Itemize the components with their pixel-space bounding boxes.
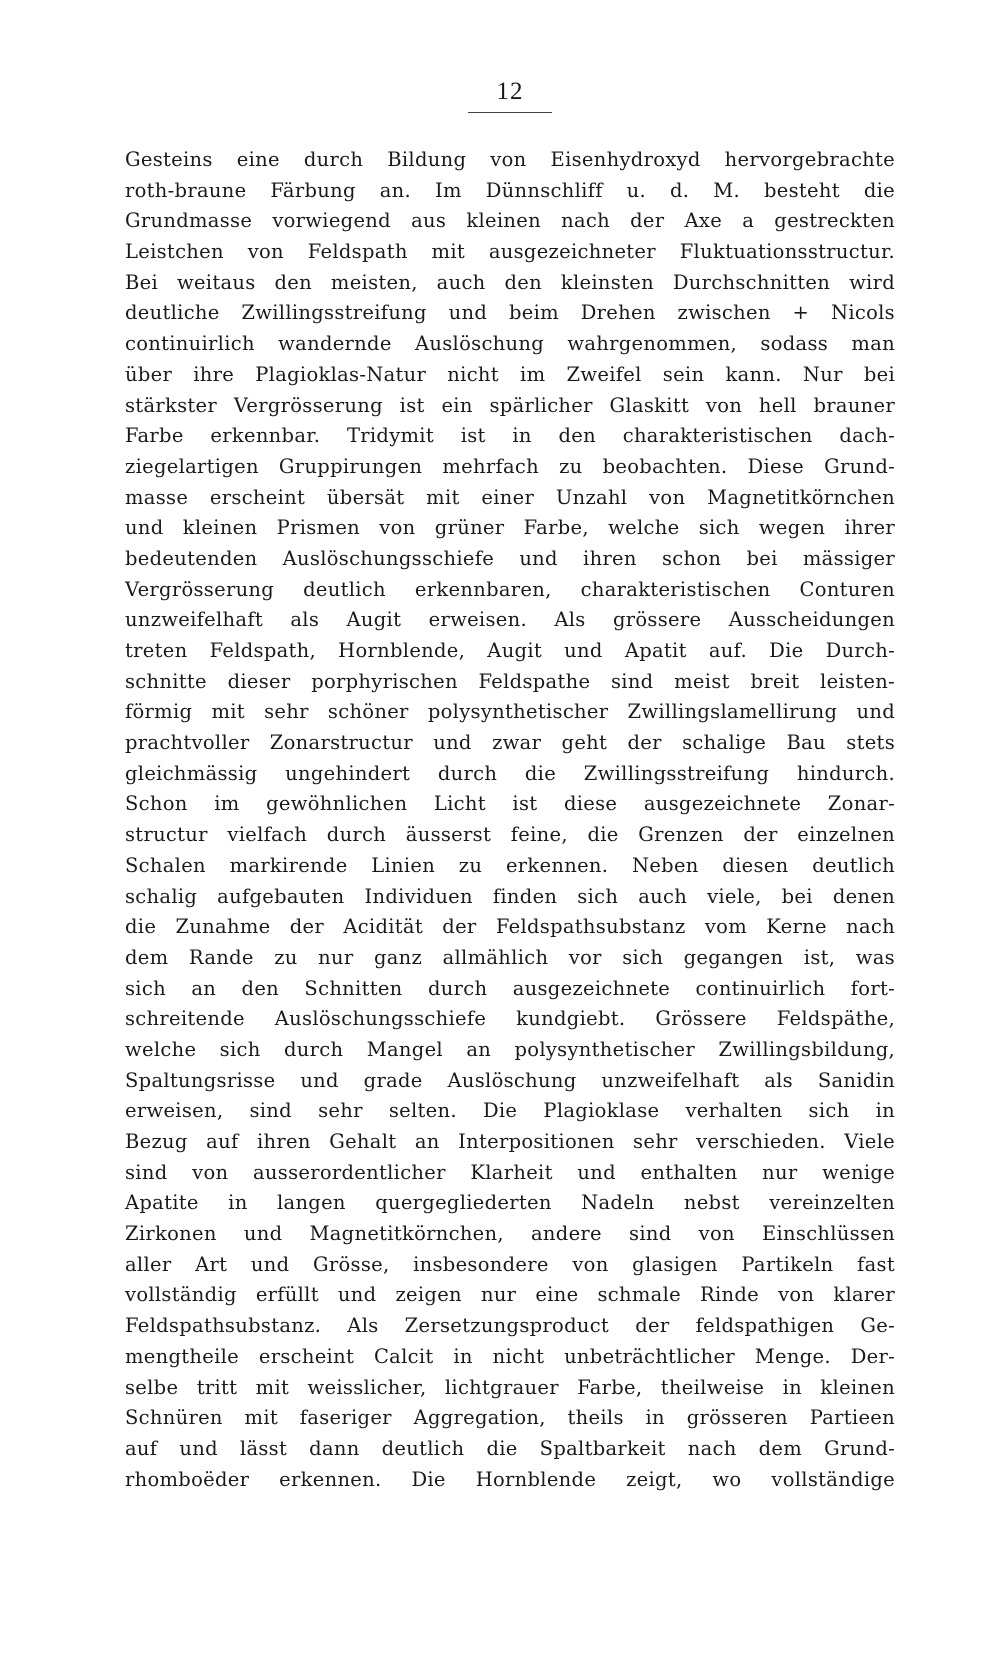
text-line: erweisen, sind sehr selten. Die Plagioklase verhalten sich in [125, 1099, 895, 1123]
text-line: mengtheile erscheint Calcit in nicht unbeträchtlicher Menge. Der- [125, 1344, 895, 1368]
text-line: Schon im gewöhnlichen Licht ist diese ausgezeichnete Zonar- [125, 792, 895, 816]
text-line: Spaltungsrisse und grade Auslöschung unzweifelhaft als Sanidin [125, 1068, 895, 1092]
text-line: prachtvoller Zonarstructur und zwar geht der schalige Bau stets [125, 731, 895, 755]
text-line: treten Feldspath, Hornblende, Augit und Apatit auf. Die Durch- [125, 639, 895, 662]
text-line: Zirkonen und Magnetitkörnchen, andere sind von Einschlüssen [125, 1222, 895, 1246]
text-line: Leistchen von Feldspath mit ausgezeichneter Fluktuationsstructur. [125, 240, 895, 264]
text-line: gleichmässig ungehindert durch die Zwillingsstreifung hindurch. [125, 761, 895, 785]
text-line: Apatite in langen quergegliederten Nadeln nebst vereinzelten [125, 1191, 895, 1215]
page-number: 12 [496, 78, 524, 105]
text-line: rhomboëder erkennen. Die Hornblende zeigt, wo vollständige [125, 1467, 895, 1491]
page-number-rule [468, 112, 552, 113]
text-line: ziegelartigen Gruppirungen mehrfach zu beobachten. Diese Grund- [125, 454, 895, 478]
text-line: Bezug auf ihren Gehalt an Interpositionen sehr verschieden. Viele [125, 1130, 895, 1153]
text-line: aller Art und Grösse, insbesondere von glasigen Partikeln fast [125, 1252, 895, 1276]
text-line: Bei weitaus den meisten, auch den kleinsten Durchschnitten wird [125, 270, 895, 294]
body-text [125, 145, 895, 1495]
text-line: förmig mit sehr schöner polysynthetischer Zwillingslamellirung und [125, 700, 895, 724]
text-line: über ihre Plagioklas-Natur nicht im Zweifel sein kann. Nur bei [125, 362, 895, 386]
text-line: masse erscheint übersät mit einer Unzahl von Magnetitkörnchen [125, 485, 895, 509]
text-line: continuirlich wandernde Auslöschung wahrgenommen, sodass man [125, 332, 895, 356]
text-line: schreitende Auslöschungsschiefe kundgiebt. Grössere Feldspäthe, [125, 1007, 895, 1031]
text-line: vollständig erfüllt und zeigen nur eine schmale Rinde von klarer [125, 1283, 895, 1307]
text-line: Gesteins eine durch Bildung von Eisenhydroxyd hervorgebrachte [125, 148, 895, 171]
text-line: schnitte dieser porphyrischen Feldspathe sind meist breit leisten- [125, 669, 895, 693]
text-line: sich an den Schnitten durch ausgezeichnete continuirlich fort- [125, 976, 895, 1000]
text-line: Farbe erkennbar. Tridymit ist in den charakteristischen dach- [125, 424, 895, 448]
text-line: und kleinen Prismen von grüner Farbe, welche sich wegen ihrer [125, 516, 895, 540]
text-line: auf und lässt dann deutlich die Spaltbarkeit nach dem Grund- [125, 1436, 895, 1460]
text-line: deutliche Zwillingsstreifung und beim Drehen zwischen + Nicols [125, 301, 895, 325]
text-line: Schalen markirende Linien zu erkennen. Neben diesen deutlich [125, 853, 895, 877]
text-line: structur vielfach durch äusserst feine, die Grenzen der einzelnen [125, 823, 895, 847]
text-line: selbe tritt mit weisslicher, lichtgrauer Farbe, theilweise in kleinen [125, 1375, 895, 1399]
text-line: unzweifelhaft als Augit erweisen. Als grössere Ausscheidungen [125, 608, 895, 632]
text-line: Grundmasse vorwiegend aus kleinen nach der Axe a gestreckten [125, 209, 895, 233]
text-line: dem Rande zu nur ganz allmählich vor sich gegangen ist, was [125, 945, 895, 969]
text-line: Vergrösserung deutlich erkennbaren, charakteristischen Conturen [125, 577, 895, 601]
text-line: bedeutenden Auslöschungsschiefe und ihren schon bei mässiger [125, 546, 895, 570]
text-line: Schnüren mit faseriger Aggregation, theils in grösseren Partieen [125, 1406, 895, 1430]
text-line: stärkster Vergrösserung ist ein spärlicher Glaskitt von hell brauner [125, 393, 895, 417]
text-line: sind von ausserordentlicher Klarheit und enthalten nur wenige [125, 1160, 895, 1184]
text-line: Feldspathsubstanz. Als Zersetzungsproduct der feldspathigen Ge- [125, 1314, 895, 1338]
text-line: roth-braune Färbung an. Im Dünnschliff u. d. M. besteht die [125, 178, 895, 202]
text-line: welche sich durch Mangel an polysynthetischer Zwillingsbildung, [125, 1037, 895, 1061]
text-line: schalig aufgebauten Individuen finden sich auch viele, bei denen [125, 884, 895, 908]
text-line: die Zunahme der Acidität der Feldspathsubstanz vom Kerne nach [125, 915, 895, 939]
